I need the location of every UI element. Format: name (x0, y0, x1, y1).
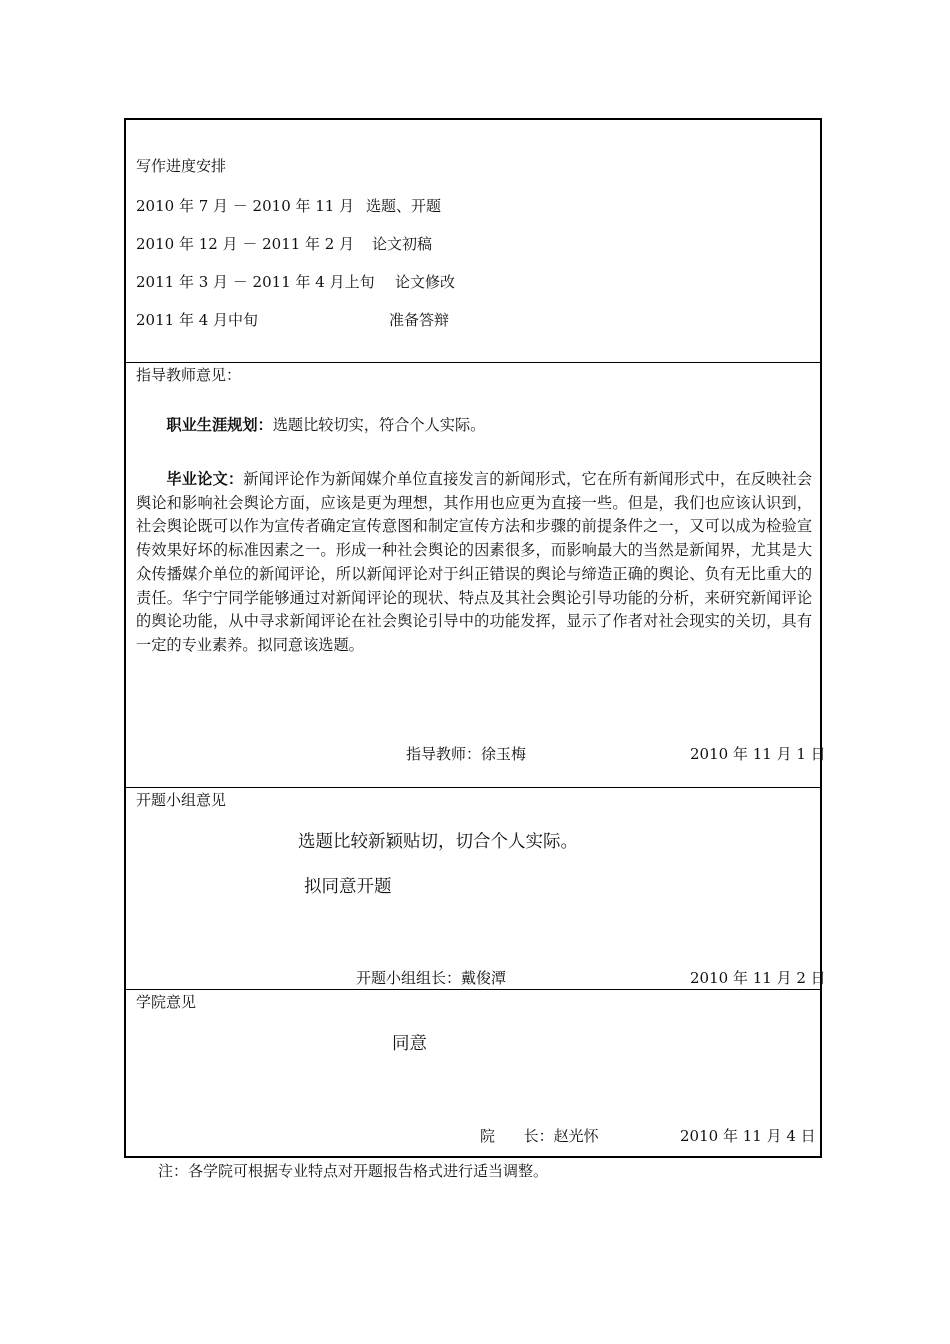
schedule-period: 2010 年 7 月 － 2010 年 11 月 (136, 197, 355, 215)
row-divider (126, 989, 820, 990)
group-heading: 开题小组意见 (136, 791, 227, 809)
college-heading: 学院意见 (136, 993, 197, 1011)
advisor-heading: 指导教师意见： (136, 366, 242, 384)
schedule-task: 准备答辩 (389, 311, 450, 329)
advisor-signature: 指导教师：徐玉梅 (406, 745, 527, 763)
group-signature: 开题小组组长：戴俊潭 (356, 969, 507, 987)
row-divider (126, 787, 820, 788)
advisor-date: 2010 年 11 月 1 日 (690, 745, 826, 763)
group-opinion-line2: 拟同意开题 (304, 877, 392, 897)
career-plan-text: 选题比较切实，符合个人实际。 (272, 416, 486, 434)
schedule-task: 论文初稿 (372, 235, 433, 253)
career-plan-comment (136, 414, 812, 438)
schedule-period: 2011 年 3 月 － 2011 年 4 月上旬 (136, 273, 375, 291)
schedule-heading: 写作进度安排 (136, 157, 227, 175)
college-opinion: 同意 (392, 1034, 427, 1054)
schedule-period: 2011 年 4 月中旬 (136, 311, 259, 329)
opinion-table (124, 118, 826, 1158)
schedule-period: 2010 年 12 月 － 2011 年 2 月 (136, 235, 355, 253)
schedule-task: 选题、开题 (366, 197, 442, 215)
dean-signature: 院 长：赵光怀 (480, 1127, 599, 1145)
group-opinion-line1: 选题比较新颖贴切，切合个人实际。 (298, 832, 578, 852)
thesis-label: 毕业论文： (166, 470, 244, 488)
group-date: 2010 年 11 月 2 日 (690, 969, 826, 987)
thesis-text: 新闻评论作为新闻媒介单位直接发言的新闻形式，它在所有新闻形式中，在反映社会舆论和影响社会舆论方面，应该是更为理想，其作用也应更为直接一些。但是，我们也应该认识到，社会舆论既可以作为宣传者确定宣传意图和制定宣传方法和步骤的前提条件之一，又可以成为检验宣传效果好坏的标准因素之一。形成一种社会舆论的因素很多，而影响最大的当然是新闻界，尤其是大众传播媒介单位的新闻评论，所以新闻评论对于纠正错误的舆论与缔造正确的舆论、负有无比重大的责任。华宁宁同学能够通过对新闻评论的现状、特点及其社会舆论引导功能的分析，来研究新闻评论的舆论功能，从中寻求新闻评论在社会舆论引导中的功能发挥，显示了作者对社会现实的关切，具有一定的专业素养。拟同意该选题。 (136, 470, 813, 654)
schedule-task: 论文修改 (395, 273, 456, 291)
row-divider (126, 362, 820, 363)
footnote: 注：各学院可根据专业特点对开题报告格式进行适当调整。 (158, 1162, 549, 1180)
college-date: 2010 年 11 月 4 日 (680, 1127, 816, 1145)
thesis-comment (136, 468, 812, 658)
career-plan-label: 职业生涯规划： (166, 416, 273, 434)
